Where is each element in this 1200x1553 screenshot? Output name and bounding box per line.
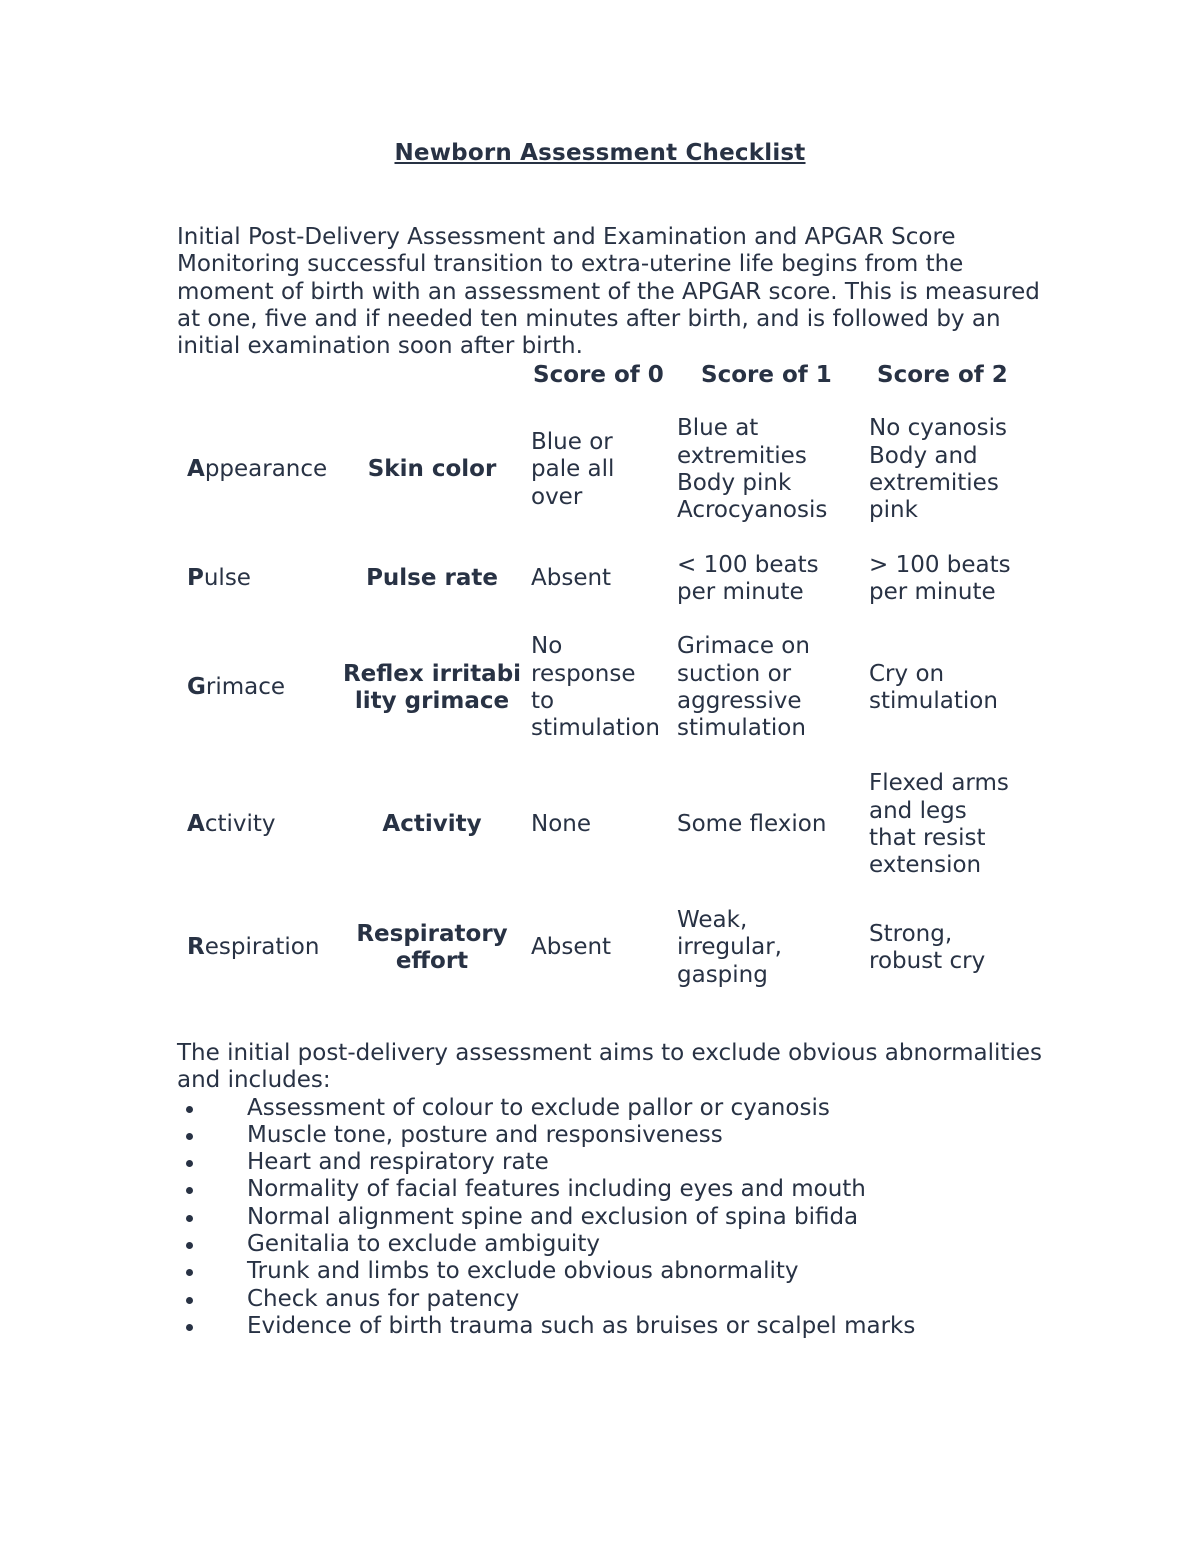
sign-initial: P — [187, 565, 204, 592]
score-1-cell — [677, 551, 867, 607]
score-0-text: Blue or pale all over — [531, 429, 615, 510]
list-item — [177, 1095, 1057, 1122]
assessment-intro: The initial post-delivery assessment aims to exclude obvious abnormalities and includes: — [177, 1040, 1042, 1094]
score-1-cell — [677, 633, 867, 743]
score-1-text: Grimace on suction or aggressive stimulation — [677, 633, 810, 742]
list-item — [177, 1149, 1057, 1176]
table-row-criterion — [338, 633, 526, 743]
list-item-text: Muscle tone, posture and responsiveness — [247, 1121, 723, 1148]
score-2-text: > 100 beats per minute — [869, 551, 1011, 605]
score-0-cell — [531, 551, 671, 607]
score-1-cell — [677, 770, 867, 880]
intro-section — [177, 224, 1057, 360]
list-item — [177, 1122, 1057, 1149]
sign-initial: G — [187, 674, 206, 701]
table-row-criterion — [338, 551, 526, 607]
list-item-text: Check anus for patency — [247, 1285, 520, 1312]
criterion-text: Activity — [382, 811, 482, 838]
sign-rest: espiration — [204, 934, 320, 961]
score-1-text: Blue at extremities Body pink Acrocyanosis — [677, 415, 828, 524]
score-0-text: Absent — [531, 565, 612, 592]
sign-rest: ppearance — [204, 456, 328, 483]
list-item — [177, 1286, 1057, 1313]
score-1-text: Weak, irregular, gasping — [677, 907, 782, 988]
list-item-text: Heart and respiratory rate — [247, 1149, 549, 1176]
sign-initial: R — [187, 934, 205, 961]
table-row-criterion — [338, 906, 526, 990]
sign-rest: ctivity — [204, 811, 276, 838]
bullet-icon — [186, 1297, 193, 1304]
score-1-text: < 100 beats per minute — [677, 551, 819, 605]
score-2-cell — [869, 906, 1049, 990]
score-0-cell — [531, 906, 671, 990]
list-item — [177, 1258, 1057, 1285]
score-2-text: Flexed arms and legs that resist extension — [869, 770, 1009, 879]
header-score-2: Score of 2 — [877, 362, 1008, 388]
assessment-list — [177, 1095, 1057, 1341]
score-0-cell — [531, 770, 671, 880]
header-score-1: Score of 1 — [701, 362, 832, 388]
assessment-section — [177, 1040, 1057, 1340]
criterion-text: Respiratory effort — [356, 920, 508, 974]
list-item-text: Evidence of birth trauma such as bruises or scalpel marks — [247, 1312, 916, 1339]
score-2-text: Strong, robust cry — [869, 920, 986, 974]
list-item — [177, 1231, 1057, 1258]
intro-heading: Initial Post-Delivery Assessment and Examination and APGAR Score — [177, 224, 956, 250]
criterion-text: Skin color — [367, 456, 497, 483]
score-2-cell — [869, 770, 1049, 880]
table-row-sign — [187, 551, 347, 607]
list-item-text: Genitalia to exclude ambiguity — [247, 1231, 600, 1258]
list-item-text: Normality of facial features including eyes and mouth — [247, 1176, 866, 1203]
header-score-0: Score of 0 — [533, 362, 664, 388]
intro-paragraph: Monitoring successful transition to extra-uterine life begins from the moment of birth with an assessment of the APGAR score. This is measured at one, five and if needed ten minutes after birth, and is followed by an initial examination soon after birth. — [177, 251, 1040, 360]
list-item-text: Normal alignment spine and exclusion of spina bifida — [247, 1203, 859, 1230]
list-item — [177, 1204, 1057, 1231]
page-title: Newborn Assessment Checklist — [394, 140, 806, 166]
sign-initial: A — [187, 811, 205, 838]
table-row-sign — [187, 415, 347, 525]
score-0-text: Absent — [531, 934, 612, 961]
score-0-text: None — [531, 811, 592, 838]
sign-rest: ulse — [203, 565, 251, 592]
bullet-icon — [186, 1215, 193, 1222]
bullet-icon — [186, 1160, 193, 1167]
score-2-text: No cyanosis Body and extremities pink — [869, 415, 1007, 524]
list-item-text: Assessment of colour to exclude pallor or cyanosis — [247, 1094, 830, 1121]
criterion-text: Pulse rate — [366, 565, 498, 592]
score-2-cell — [869, 633, 1049, 743]
bullet-icon — [186, 1269, 193, 1276]
table-row-criterion — [338, 770, 526, 880]
sign-initial: A — [187, 456, 205, 483]
list-item-text: Trunk and limbs to exclude obvious abnormality — [247, 1258, 799, 1285]
criterion-text: Reflex irritabi lity grimace — [342, 660, 522, 714]
score-1-text: Some flexion — [677, 811, 827, 838]
table-row-criterion — [338, 415, 526, 525]
score-0-text: No response to stimulation — [531, 633, 660, 742]
score-1-cell — [677, 906, 867, 990]
score-2-text: Cry on stimulation — [869, 660, 998, 714]
bullet-icon — [186, 1187, 193, 1194]
score-0-cell — [531, 415, 671, 525]
bullet-icon — [186, 1324, 193, 1331]
bullet-icon — [186, 1242, 193, 1249]
table-row-sign — [187, 770, 347, 880]
list-item — [177, 1313, 1057, 1340]
sign-rest: rimace — [205, 674, 286, 701]
score-2-cell — [869, 551, 1049, 607]
score-1-cell — [677, 415, 867, 525]
score-0-cell — [531, 633, 671, 743]
table-row-sign — [187, 633, 347, 743]
list-item — [177, 1176, 1057, 1203]
bullet-icon — [186, 1133, 193, 1140]
score-2-cell — [869, 415, 1049, 525]
table-row-sign — [187, 906, 347, 990]
bullet-icon — [186, 1106, 193, 1113]
